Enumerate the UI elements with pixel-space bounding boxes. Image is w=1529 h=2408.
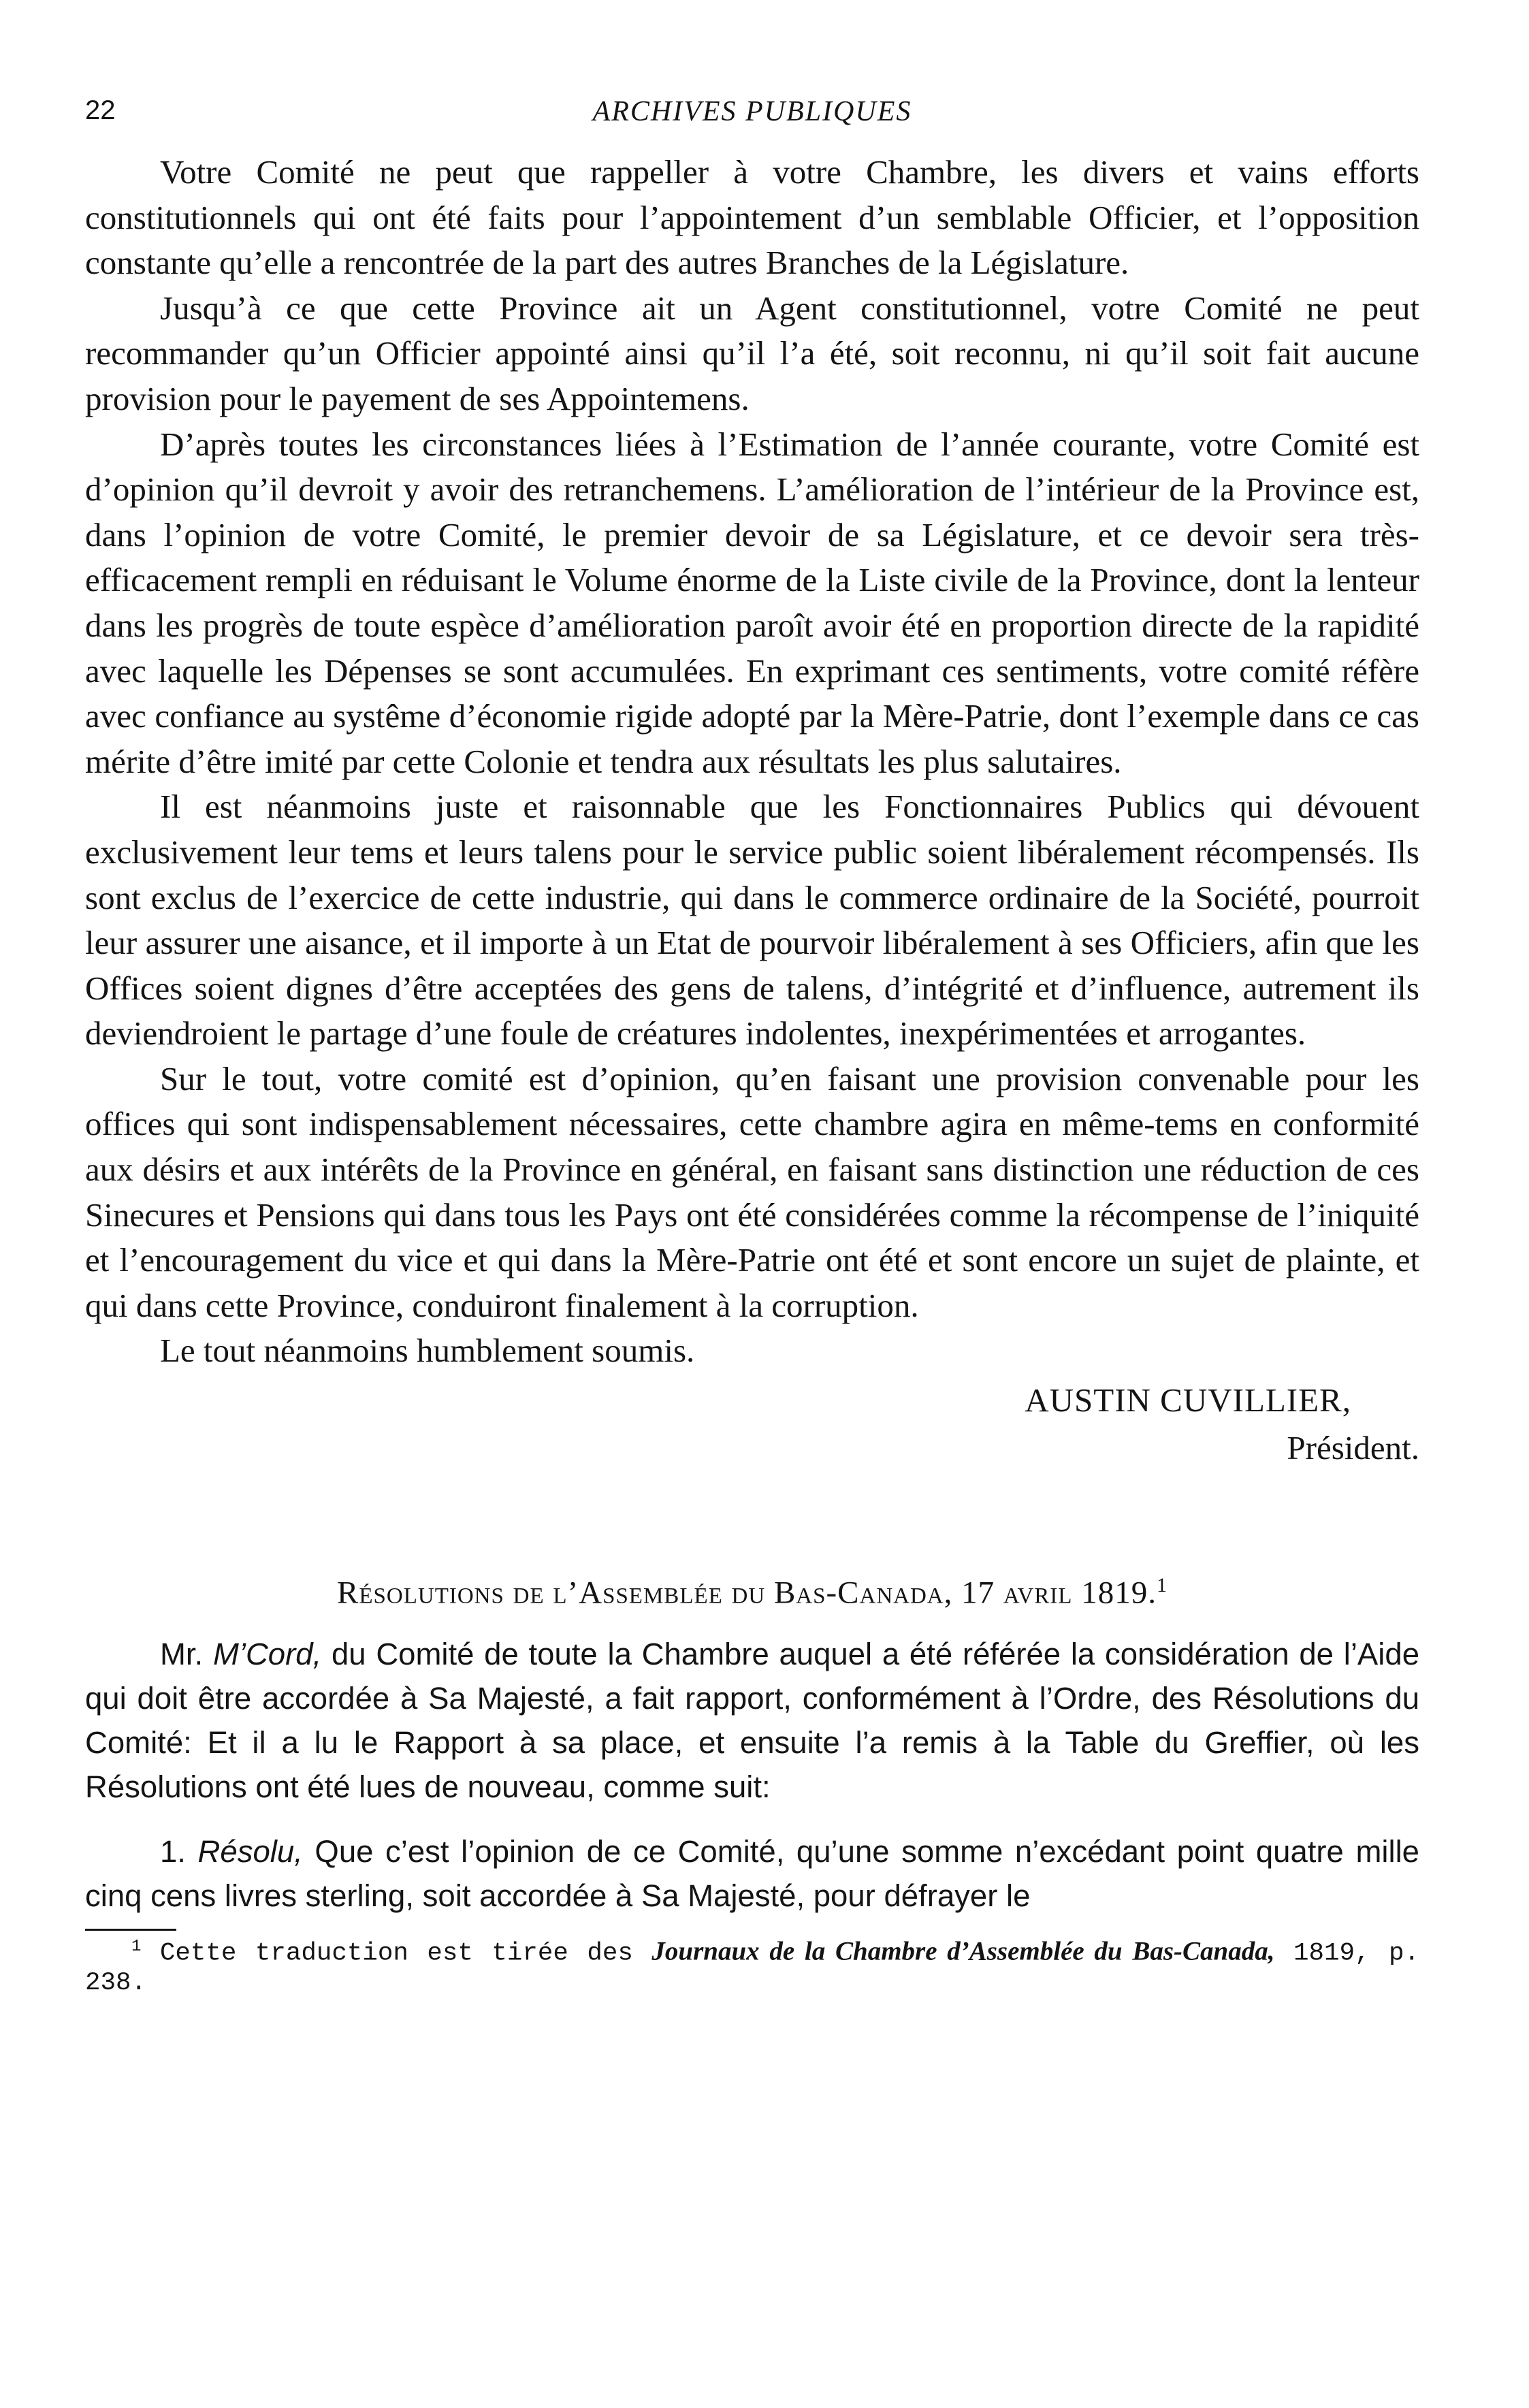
- signature-title: Président.: [1287, 1429, 1419, 1467]
- footnote-marker: 1: [131, 1937, 142, 1956]
- section-title: [85, 1562, 1419, 1617]
- resolution-keyword: Résolu,: [197, 1833, 303, 1869]
- resolutions-text: [85, 1632, 1419, 1918]
- page: [85, 82, 1419, 1998]
- resolution-number: 1.: [160, 1833, 198, 1869]
- report-paragraph: Jusqu’à ce que cette Province ait un Agent constitutionnel, votre Comité ne peut recommander qu’un Officier appointé ainsi qu’il l’a été, soit reconnu, ni qu’il soit fait aucune provision pour le payement de ses Appointemens.: [85, 289, 1419, 417]
- report-paragraph: Il est néanmoins juste et raisonnable que les Fonctionnaires Publics qui dévouent exclusivement leur tems et leurs talens pour le service public soient libéralement récompensés. Ils sont exclus de l’exercice de cette industrie, qui dans le commerce ordinaire de la Société, pourroit leur assurer une aisance, et il importe à un Etat de pourvoir libéralement à ses Officiers, afin que les Offices soient dignes d’être acceptées des gens de talens, d’intégrité et d’influence, autrement ils deviendroient le partage d’une foule de créatures indolentes, inexpérimentées et arrogantes.: [85, 788, 1419, 1053]
- footnote: $^1$ Cette traduction est tirée des Journaux de la Chambre d’Assemblée du Bas-Canada, 1819, p. 238.: [85, 1936, 1419, 1998]
- running-head: [85, 82, 1419, 150]
- footnote-rule: [85, 1929, 176, 1931]
- footnote-source-title: Journaux de la Chambre d’Assemblée du Bas-Canada,: [651, 1936, 1275, 1966]
- running-title: ARCHIVES PUBLIQUES: [592, 96, 912, 127]
- signature-name: AUSTIN CUVILLIER,: [1025, 1381, 1351, 1419]
- footnote-ref: 1: [1156, 1574, 1168, 1597]
- report-paragraph: Votre Comité ne peut que rappeller à votre Chambre, les divers et vains efforts constitutionnels qui ont été faits pour l’appointement d’un semblable Officier, et l’opposition constante qu’elle a rencontrée de la part des autres Branches de la Législature.: [85, 153, 1419, 282]
- resolutions-intro: Mr. M’Cord, du Comité de toute la Chambre auquel a été référée la considération de l’Aide qui doit être accordée à Sa Majesté, a fait rapport, conformément à l’Ordre, des Résolutions du Comité: Et il a lu le Rapport à sa place, et ensuite l’a remis à la Table du Greffier, où les Résolutions ont été lues de nouveau, comme suit:: [85, 1636, 1420, 1804]
- report-paragraph: Le tout néanmoins humblement soumis.: [160, 1332, 695, 1370]
- member-name: M’Cord,: [212, 1636, 322, 1671]
- report-paragraph: Sur le tout, votre comité est d’opinion, qu’en faisant une provision convenable pour les offices qui sont indispensablement nécessaires, cette chambre agira en même-tems en conformité aux désirs et aux intérêts de la Province en général, en faisant sans distinction une réduction de ces Sinecures et Pensions qui dans tous les Pays ont été considérées comme la récompense de l’iniquité et l’encouragement du vice et qui dans la Mère-Patrie ont été et sont encore un sujet de plainte, et qui dans cette Province, conduiront finalement à la corruption.: [85, 1059, 1419, 1324]
- resolution-item: 1. Résolu, Que c’est l’opinion de ce Comité, qu’une somme n’excédant point quatre mille cinq cens livres sterling, soit accordée à Sa Majesté, pour défrayer le: [85, 1833, 1419, 1913]
- page-number: 22: [85, 95, 116, 125]
- report-paragraph: D’après toutes les circonstances liées à l’Estimation de l’année courante, votre Comité est d’opinion qu’il devroit y avoir des retranchemens. L’amélioration de l’intérieur de la Province est, dans l’opinion de votre Comité, le premier devoir de sa Législature, et ce devoir sera très-efficacement rempli en réduisant le Volume énorme de la Liste civile de la Province, dont la lenteur dans les progrès de toute espèce d’amélioration paroît avoir été en proportion directe de la rapidité avec laquelle les Dépenses se sont accumulées. En exprimant ces sentiments, votre comité réfère avec confiance au systême d’économie rigide adopté par la Mère-Patrie, dont l’exemple dans ce cas mérite d’être imité par cette Colonie et tendra aux résultats les plus salutaires.: [85, 425, 1419, 780]
- section-title-text: Résolutions de l’Assemblée du Bas-Canada, 17 avril 1819.: [337, 1575, 1157, 1611]
- committee-report: [85, 150, 1419, 1374]
- signature-block: [85, 1377, 1419, 1472]
